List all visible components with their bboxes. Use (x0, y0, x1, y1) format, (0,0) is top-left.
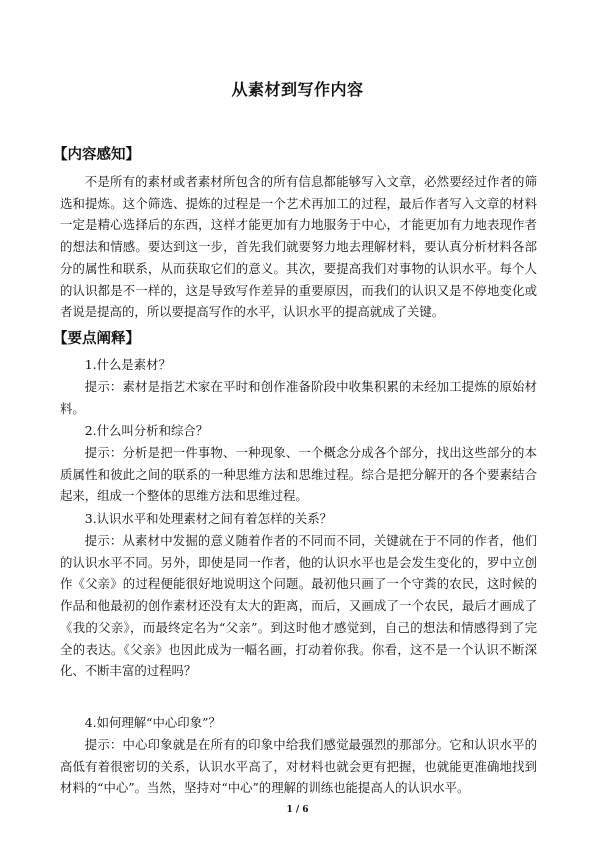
question-2: 2.什么叫分析和综合？ (84, 423, 209, 438)
question-4: 4.如何理解“中心印象”？ (84, 715, 221, 730)
section-heading-content: 【内容感知】 (53, 147, 140, 163)
answer-3: 提示：从素材中发掘的意义随着作者的不同而不同，关键就在于不同的作者，他们的认识水平不同。另外，即使是同一作者，他的认识水平也是会发生变化的，罗中立创作《父亲》的过程便能很好地说明这个问题。最初他只画了一个守粪的农民，这时候的作品和他最初的创作素材还没有太大的距离，而后，又画成了一个农民，最后才画成了《我的父亲》，而最终定名为“父亲”。到这时他才感觉到，自己的想法和情感得到了完全的表达。《父亲》也因此成为一幅名画，打动着你我。你看，这不是一个认识不断深化、不断丰富的过程吗？ (60, 533, 537, 679)
document-title: 从素材到写作内容 (231, 80, 364, 99)
question-1: 1.什么是素材？ (84, 357, 171, 372)
intro-paragraph: 不是所有的素材或者素材所包含的所有信息都能够写入文章，必然要经过作者的筛选和提炼。这个筛选、提炼的过程是一个艺术再加工的过程，最后作者写入文章的材料一定是精心选择后的东西，这样才能更加有力地服务于中心，才能更加有力地表现作者的想法和情感。要达到这一步，首先我们就要努力地去理解材料，要认真分析材料各部分的属性和联系，从而获取它们的意义。其次，要提高我们对事物的认识水平。每个人的认识都是不一样的，这是导致写作差异的重要原因，而我们的认识又是不停地变化或者说是提高的，所以要提高写作的水平，认识水平的提高就成了关键。 (60, 174, 537, 320)
question-3: 3.认识水平和处理素材之间有着怎样的关系？ (84, 511, 333, 526)
answer-1: 提示：素材是指艺术家在平时和创作准备阶段中收集积累的未经加工提炼的原始材料。 (60, 379, 537, 416)
section-heading-points: 【要点阐释】 (53, 331, 140, 347)
answer-4: 提示：中心印象就是在所有的印象中给我们感觉最强烈的那部分。它和认识水平的高低有着很密切的关系，认识水平高了，对材料也就会更有把握，也就能更准确地找到材料的“中心”。当然，坚持对“中心”的理解的训练也能提高人的认识水平。 (60, 737, 537, 796)
answer-2: 提示：分析是把一件事物、一种现象、一个概念分成各个部分，找出这些部分的本质属性和彼此之间的联系的一种思维方法和思维过程。综合是把分解开的各个要素结合起来，组成一个整体的思维方法和思维过程。 (60, 445, 537, 504)
page-number: 1 / 6 (286, 805, 309, 815)
